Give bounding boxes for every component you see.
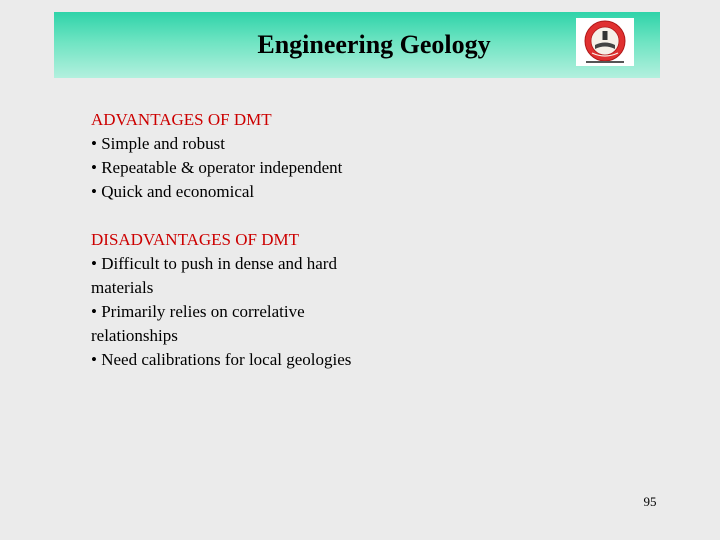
list-item: • Need calibrations for local geologies bbox=[91, 350, 352, 369]
list-item: • Primarily relies on correlative relationships bbox=[91, 302, 305, 345]
disadvantages-heading: DISADVANTAGES OF DMT bbox=[91, 230, 300, 249]
advantages-section bbox=[91, 108, 451, 204]
list-item: • Difficult to push in dense and hard materials bbox=[91, 254, 337, 297]
slide-body bbox=[91, 108, 451, 372]
advantages-heading: ADVANTAGES OF DMT bbox=[91, 110, 272, 129]
list-item: • Quick and economical bbox=[91, 182, 255, 201]
page-number: 95 bbox=[643, 494, 657, 509]
list-item: • Repeatable & operator independent bbox=[91, 158, 343, 177]
disadvantages-section bbox=[91, 228, 451, 372]
header-band bbox=[54, 12, 660, 78]
list-item: • Simple and robust bbox=[91, 134, 225, 153]
university-seal-logo bbox=[576, 18, 634, 66]
slide-title: Engineering Geology bbox=[257, 30, 491, 59]
